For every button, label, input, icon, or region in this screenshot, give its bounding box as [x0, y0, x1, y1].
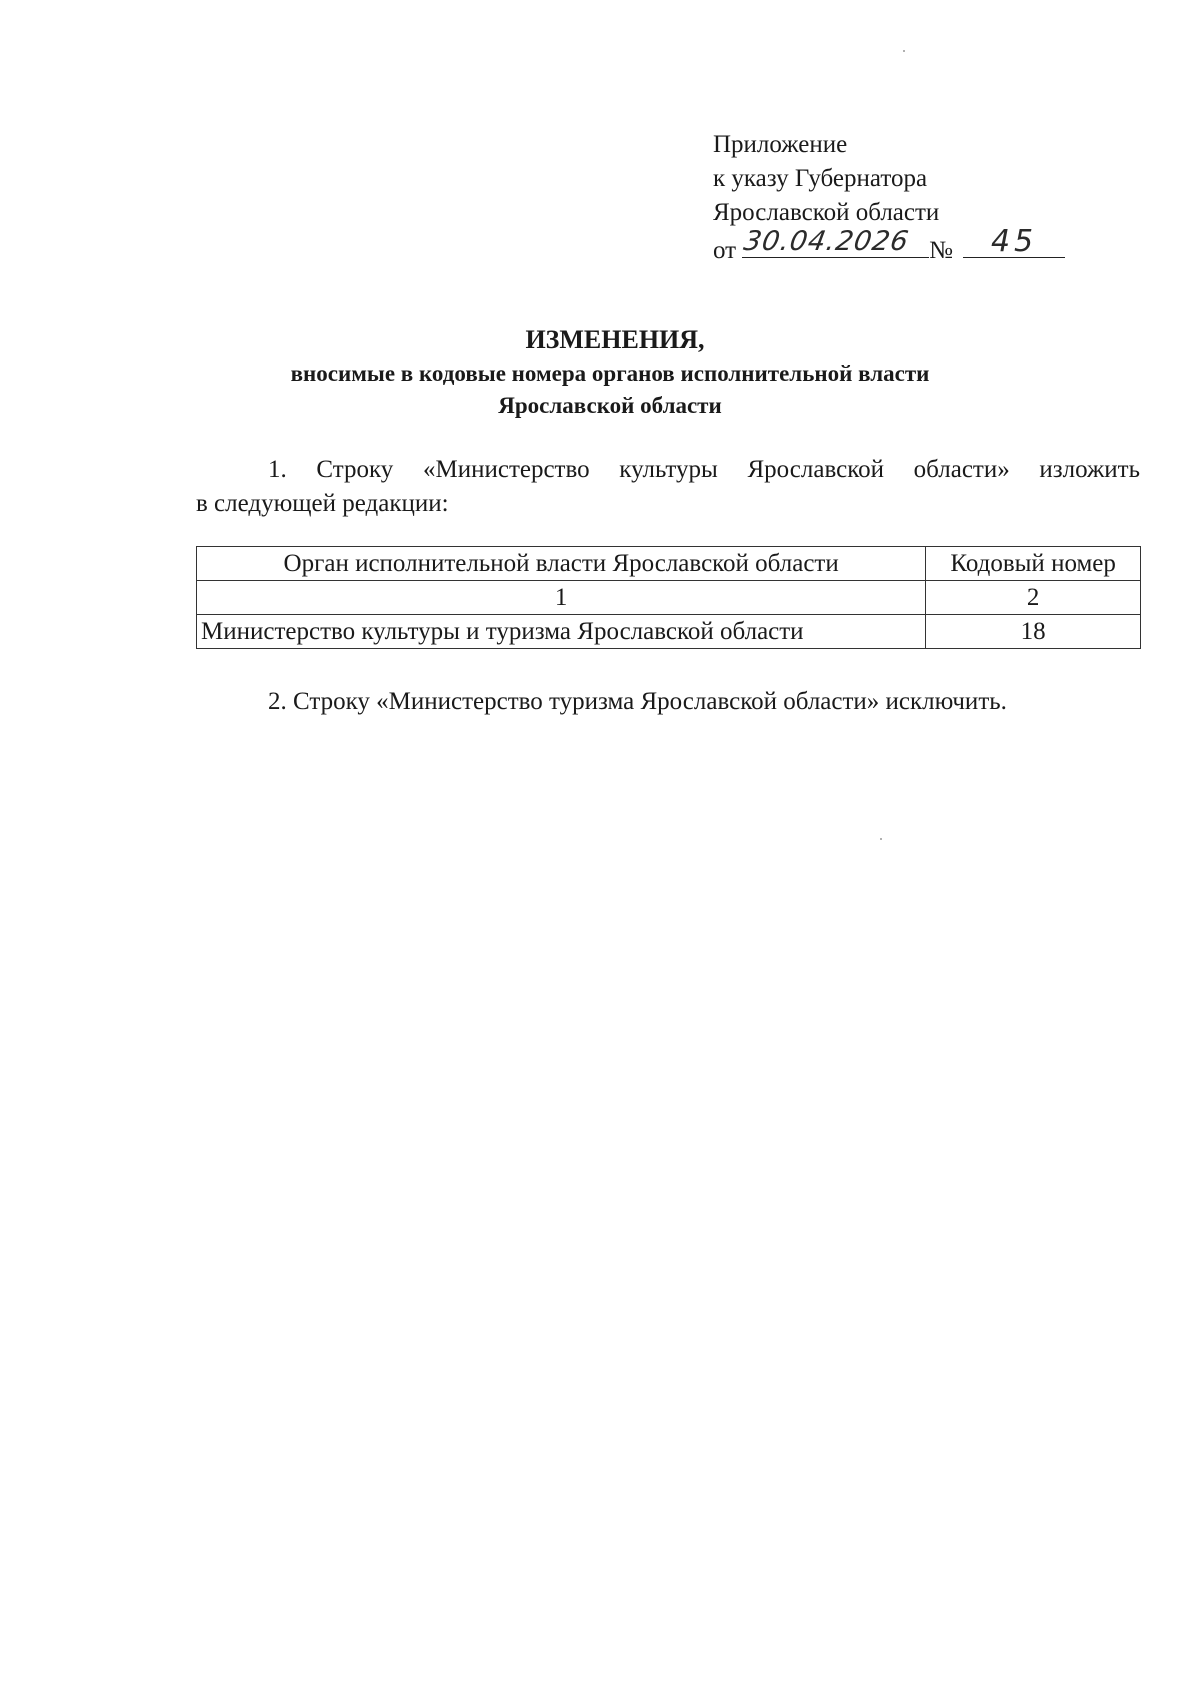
heading-title: ИЗМЕНЕНИЯ, — [525, 325, 705, 354]
row-cell-code: 18 — [926, 615, 1141, 649]
numbering-cell-2: 2 — [926, 581, 1141, 615]
scan-speck — [903, 50, 905, 52]
paragraph-1-line-2: в следующей редакции: — [196, 490, 449, 517]
table-numbering-row — [197, 581, 1141, 615]
heading-subtitle-line-2: Ярославской области — [498, 393, 722, 418]
row-cell-authority: Министерство культуры и туризма Ярославской области — [197, 615, 926, 649]
number-label: № — [929, 237, 953, 264]
heading-subtitle-line-1: вносимые в кодовые номера органов исполнительной власти — [290, 361, 930, 386]
from-label: от — [713, 237, 737, 264]
appendix-date-line — [713, 224, 1065, 264]
date-blank — [741, 226, 929, 258]
appendix-line-1: Приложение — [713, 131, 848, 158]
codes-table — [196, 546, 1141, 649]
table-header-row — [197, 547, 1141, 581]
numbering-cell-1: 1 — [197, 581, 926, 615]
table-row — [197, 615, 1141, 649]
handwritten-date: 30.04.2026 — [741, 226, 912, 257]
number-blank — [963, 224, 1065, 259]
paragraph-1-line-1: 1. Строку «Министерство культуры Ярославской области» изложить — [268, 456, 1140, 483]
header-cell-authority: Орган исполнительной власти Ярославской области — [197, 547, 926, 581]
appendix-block — [713, 128, 1065, 264]
scan-speck — [880, 838, 882, 840]
appendix-line-2: к указу Губернатора — [713, 165, 928, 192]
header-cell-code: Кодовый номер — [926, 547, 1141, 581]
paragraph-1 — [196, 453, 1140, 521]
document-heading — [0, 322, 1200, 422]
handwritten-number: 45 — [990, 224, 1038, 259]
paragraph-2: 2. Строку «Министерство туризма Ярославской области» исключить. — [268, 688, 1007, 715]
appendix-line-3: Ярославской области — [713, 199, 940, 226]
